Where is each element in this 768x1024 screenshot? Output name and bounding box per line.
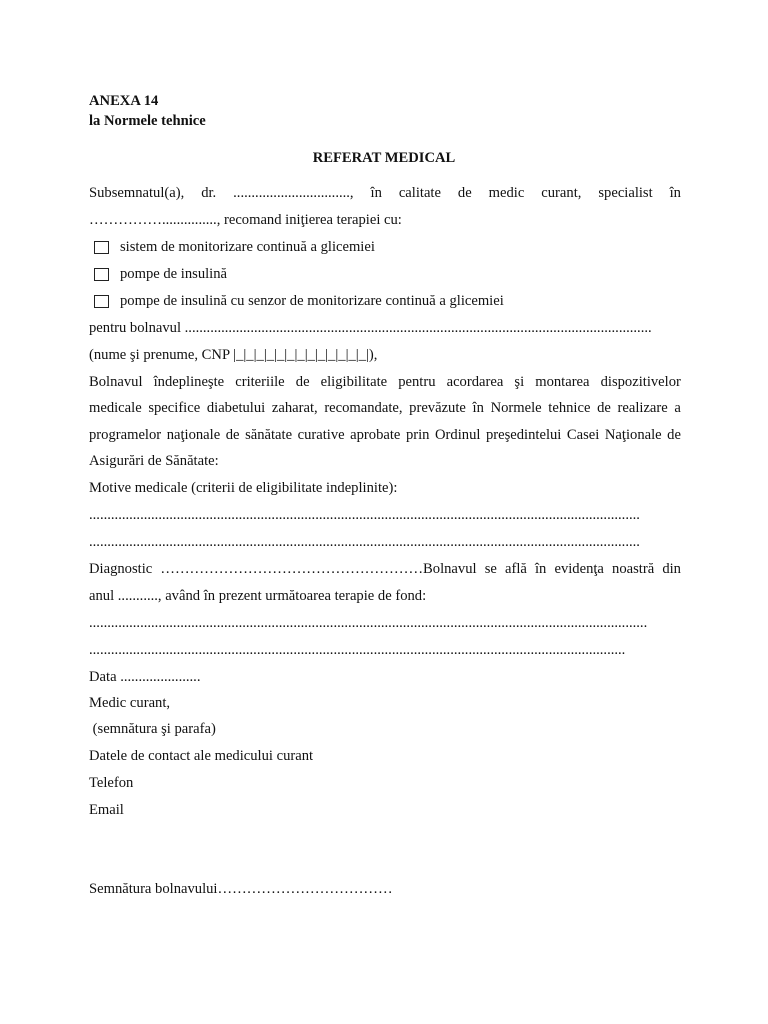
eligibility-line-4: Asigurări de Sănătate:: [89, 453, 219, 469]
word: naţionale: [166, 427, 221, 443]
word: evidenţa: [554, 561, 604, 577]
patient-line: pentru bolnavul ................................................................................................................................: [89, 320, 652, 336]
word: a: [674, 400, 681, 416]
annex-heading: ANEXA 14: [89, 93, 159, 109]
word: specifice: [148, 400, 201, 416]
intro-line-1: [89, 184, 681, 202]
reasons-blank-2: .......................................................................................................................................................: [89, 534, 640, 550]
patient-signature-field: Semnătura bolnavului………………………………: [89, 881, 393, 897]
option-label: sistem de monitorizare continuă a glicemiei: [120, 239, 375, 255]
word: sănătate: [245, 427, 293, 443]
word: recomandate,: [324, 400, 403, 416]
checkbox-pump-with-sensor[interactable]: [94, 295, 109, 308]
doctor-contact-label: Datele de contact ale medicului curant: [89, 748, 314, 764]
word: noastră: [612, 561, 655, 577]
intro-word: de: [457, 185, 472, 201]
eligibility-line-2: [89, 399, 681, 417]
word: montarea: [535, 374, 590, 390]
word: preşedintelui: [485, 427, 562, 443]
signature-stamp-label: (semnătura şi parafa): [89, 721, 216, 737]
intro-line-2: ……………..............., recomand iniţierea terapiei cu:: [89, 212, 402, 228]
cnp-line: (nume şi prenume, CNP |_|_|_|_|_|_|_|_|_|_|_|_|_|),: [89, 347, 378, 363]
phone-label: Telefon: [89, 775, 134, 791]
word: Ordinul: [435, 427, 481, 443]
word: în: [534, 561, 547, 577]
eligibility-line-3: [89, 426, 681, 444]
word: îndeplineşte: [153, 374, 225, 390]
checkbox-insulin-pump[interactable]: [94, 268, 109, 281]
word: dispozitivelor: [600, 374, 681, 390]
diagnosis-line-2: anul ..........., având în prezent următoarea terapie de fond:: [89, 588, 427, 604]
reasons-blank-1: .......................................................................................................................................................: [89, 507, 640, 523]
word: Naţionale: [604, 427, 662, 443]
word: de: [667, 427, 681, 443]
date-field: Data ......................: [89, 669, 201, 685]
word: de: [597, 400, 611, 416]
therapy-blank-1: .........................................................................................................................................................: [89, 615, 648, 631]
word: criteriile: [235, 374, 285, 390]
word: acordarea: [446, 374, 504, 390]
intro-word: în: [669, 185, 681, 201]
word: de: [225, 427, 240, 443]
intro-word: în: [370, 185, 382, 201]
word: eligibilitate: [320, 374, 388, 390]
document-title: REFERAT MEDICAL: [312, 150, 456, 166]
word: tehnice: [548, 400, 591, 416]
intro-word: Subsemnatul(a),: [89, 185, 185, 201]
doctor-label: Medic curant,: [89, 695, 171, 711]
option-pump-with-sensor[interactable]: [94, 292, 504, 310]
word: curative: [297, 427, 345, 443]
word: zaharat,: [271, 400, 318, 416]
eligibility-line-1: [89, 373, 681, 391]
intro-word: curant,: [541, 185, 582, 201]
intro-word: calitate: [398, 185, 441, 201]
word: şi: [514, 374, 525, 390]
intro-word: dr.: [201, 185, 217, 201]
word: află: [504, 561, 527, 577]
word: prevăzute: [409, 400, 466, 416]
word: realizare: [617, 400, 668, 416]
word: aprobate: [350, 427, 401, 443]
word: din: [662, 561, 681, 577]
word: diabetului: [206, 400, 266, 416]
option-label: pompe de insulină cu senzor de monitorizare continuă a glicemiei: [120, 293, 504, 309]
diagnosis-blank: ………………………………………………Bolnavul: [160, 561, 477, 577]
email-label: Email: [89, 802, 124, 818]
reasons-label: Motive medicale (criterii de eligibilitate indeplinite):: [89, 480, 398, 496]
word: programelor: [89, 427, 162, 443]
doctor-name-blank: ................................,: [233, 185, 354, 201]
intro-word: medic: [488, 185, 525, 201]
option-cgm[interactable]: [94, 238, 375, 256]
word: pentru: [398, 374, 436, 390]
intro-word: specialist: [598, 185, 653, 201]
annex-subtitle: la Normele tehnice: [89, 113, 206, 129]
option-insulin-pump[interactable]: [94, 265, 227, 283]
word: se: [484, 561, 497, 577]
word: medicale: [89, 400, 142, 416]
diagnosis-line-1: [89, 560, 681, 578]
word: în: [472, 400, 484, 416]
word: Bolnavul: [89, 374, 143, 390]
option-label: pompe de insulină: [120, 266, 228, 282]
word: prin: [405, 427, 430, 443]
therapy-blank-2: ...................................................................................................................................................: [89, 642, 626, 658]
word: Normele: [490, 400, 542, 416]
word: de: [295, 374, 310, 390]
word: Diagnostic: [89, 561, 153, 577]
word: Casei: [566, 427, 600, 443]
checkbox-cgm[interactable]: [94, 241, 109, 254]
